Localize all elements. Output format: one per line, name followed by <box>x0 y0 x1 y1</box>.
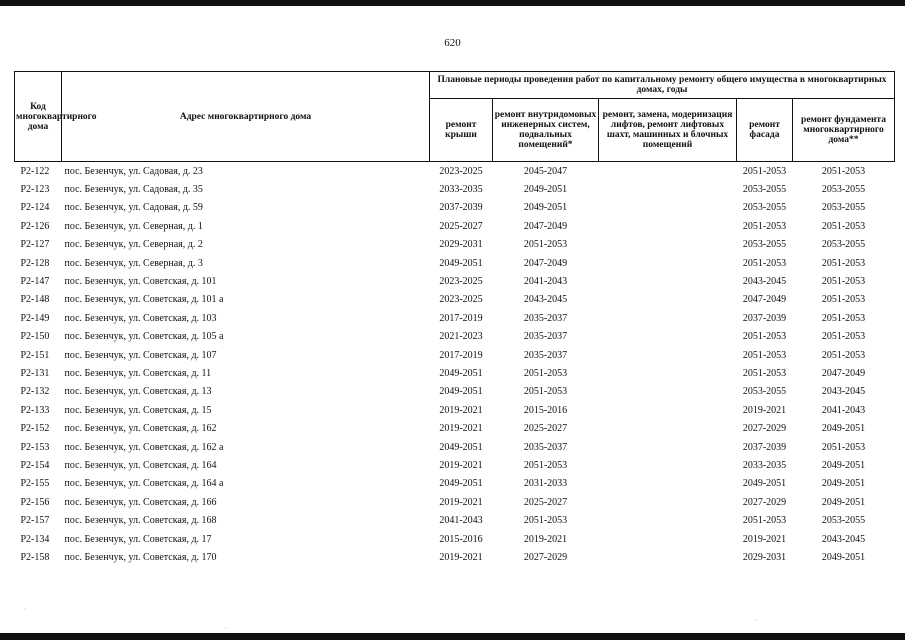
row-lifts <box>599 401 737 419</box>
row-address: пос. Безенчук, ул. Советская, д. 11 <box>64 367 212 379</box>
row-foundation: 2049-2051 <box>821 459 866 471</box>
row-facade: 2051-2053 <box>742 257 787 269</box>
row-address: пос. Безенчук, ул. Советская, д. 17 <box>64 533 212 545</box>
row-code: P2-127 <box>20 239 50 251</box>
row-facade: 2043-2045 <box>742 276 787 288</box>
row-facade: 2027-2029 <box>742 496 787 508</box>
row-systems: 2051-2053 <box>523 459 568 471</box>
scan-speck: · <box>225 626 227 632</box>
row-roof: 2017-2019 <box>439 312 483 324</box>
row-roof: 2019-2021 <box>439 551 483 563</box>
row-foundation: 2051-2053 <box>821 312 866 324</box>
row-foundation: 2051-2053 <box>821 441 866 453</box>
row-foundation: 2053-2055 <box>821 515 866 527</box>
row-code: P2-156 <box>20 496 50 508</box>
row-facade: 2051-2053 <box>742 165 787 177</box>
row-systems: 2019-2021 <box>523 533 568 545</box>
header-foundation: ремонт фундамента многоквартирного дома** <box>793 99 895 162</box>
row-foundation: 2051-2053 <box>821 349 866 361</box>
row-roof: 2049-2051 <box>439 257 483 269</box>
row-foundation: 2051-2053 <box>821 331 866 343</box>
row-lifts <box>599 217 737 235</box>
row-facade: 2027-2029 <box>742 423 787 435</box>
row-facade: 2037-2039 <box>742 312 787 324</box>
table-row <box>15 236 895 254</box>
row-roof: 2015-2016 <box>439 533 483 545</box>
row-systems: 2035-2037 <box>523 349 568 361</box>
row-lifts <box>599 493 737 511</box>
row-facade: 2019-2021 <box>742 533 787 545</box>
row-address: пос. Безенчук, ул. Советская, д. 162 а <box>64 441 224 453</box>
row-code: P2-148 <box>20 294 50 306</box>
row-systems: 2049-2051 <box>523 184 568 196</box>
row-facade: 2051-2053 <box>742 367 787 379</box>
row-roof: 2019-2021 <box>439 404 483 416</box>
row-roof: 2017-2019 <box>439 349 483 361</box>
row-systems: 2035-2037 <box>523 441 568 453</box>
row-foundation: 2041-2043 <box>821 404 866 416</box>
table-row <box>15 548 895 566</box>
table-row <box>15 309 895 327</box>
row-lifts <box>599 530 737 548</box>
row-lifts <box>599 383 737 401</box>
top-scan-border <box>0 0 905 6</box>
row-foundation: 2047-2049 <box>821 367 866 379</box>
row-address: пос. Безенчук, ул. Советская, д. 168 <box>64 515 217 527</box>
table-row <box>15 475 895 493</box>
row-facade: 2051-2053 <box>742 349 787 361</box>
row-foundation: 2053-2055 <box>821 239 866 251</box>
table-row <box>15 530 895 548</box>
table-row <box>15 328 895 346</box>
table-row <box>15 438 895 456</box>
row-systems: 2047-2049 <box>523 257 568 269</box>
row-code: P2-153 <box>20 441 50 453</box>
row-systems: 2051-2053 <box>523 367 568 379</box>
header-systems: ремонт внутридомовых инженерных систем, подвальных помещений* <box>493 99 599 162</box>
table-row <box>15 346 895 364</box>
row-roof: 2019-2021 <box>439 459 483 471</box>
row-systems: 2041-2043 <box>523 276 568 288</box>
row-address: пос. Безенчук, ул. Садовая, д. 23 <box>64 165 203 177</box>
row-facade: 2033-2035 <box>742 459 787 471</box>
row-lifts <box>599 346 737 364</box>
table-row <box>15 217 895 235</box>
table-row <box>15 254 895 272</box>
row-code: P2-158 <box>20 551 50 563</box>
row-code: P2-133 <box>20 404 50 416</box>
row-code: P2-128 <box>20 257 50 269</box>
row-facade: 2053-2055 <box>742 202 787 214</box>
row-systems: 2035-2037 <box>523 312 568 324</box>
row-code: P2-157 <box>20 515 50 527</box>
row-foundation: 2043-2045 <box>821 533 866 545</box>
row-systems: 2025-2027 <box>523 423 568 435</box>
row-roof: 2037-2039 <box>439 202 483 214</box>
row-code: P2-149 <box>20 312 50 324</box>
row-roof: 2033-2035 <box>439 184 483 196</box>
row-roof: 2023-2025 <box>439 165 483 177</box>
header-facade: ремонт фасада <box>737 99 793 162</box>
row-address: пос. Безенчук, ул. Северная, д. 3 <box>64 257 203 269</box>
row-systems: 2047-2049 <box>523 220 568 232</box>
row-foundation: 2051-2053 <box>821 276 866 288</box>
row-code: P2-155 <box>20 478 50 490</box>
table-row <box>15 162 895 181</box>
row-lifts <box>599 180 737 198</box>
table-row <box>15 383 895 401</box>
header-address: Адрес многоквартирного дома <box>62 72 430 162</box>
header-lifts: ремонт, замена, модернизация лифтов, ремонт лифтовых шахт, машинных и блочных помещений <box>599 99 737 162</box>
row-roof: 2041-2043 <box>439 515 483 527</box>
header-work-periods: Плановые периоды проведения работ по капитальному ремонту общего имущества в многоквартирных домах, годы <box>430 72 895 99</box>
row-systems: 2051-2053 <box>523 386 568 398</box>
row-facade: 2047-2049 <box>742 294 787 306</box>
row-roof: 2049-2051 <box>439 386 483 398</box>
row-address: пос. Безенчук, ул. Северная, д. 1 <box>64 220 203 232</box>
row-foundation: 2051-2053 <box>821 220 866 232</box>
row-facade: 2037-2039 <box>742 441 787 453</box>
row-code: P2-131 <box>20 367 50 379</box>
row-foundation: 2049-2051 <box>821 496 866 508</box>
row-facade: 2051-2053 <box>742 331 787 343</box>
row-foundation: 2049-2051 <box>821 423 866 435</box>
row-systems: 2031-2033 <box>523 478 568 490</box>
row-facade: 2049-2051 <box>742 478 787 490</box>
row-foundation: 2049-2051 <box>821 478 866 490</box>
row-systems: 2015-2016 <box>523 404 568 416</box>
row-roof: 2021-2023 <box>439 331 483 343</box>
row-address: пос. Безенчук, ул. Советская, д. 170 <box>64 551 217 563</box>
row-lifts <box>599 291 737 309</box>
table-row <box>15 199 895 217</box>
row-code: P2-150 <box>20 331 50 343</box>
row-code: P2-134 <box>20 533 50 545</box>
row-lifts <box>599 309 737 327</box>
table-row <box>15 511 895 529</box>
row-address: пос. Безенчук, ул. Садовая, д. 59 <box>64 202 203 214</box>
row-lifts <box>599 328 737 346</box>
row-foundation: 2051-2053 <box>821 257 866 269</box>
row-systems: 2051-2053 <box>523 515 568 527</box>
row-facade: 2053-2055 <box>742 386 787 398</box>
row-systems: 2035-2037 <box>523 331 568 343</box>
row-roof: 2049-2051 <box>439 367 483 379</box>
row-address: пос. Безенчук, ул. Советская, д. 166 <box>64 496 217 508</box>
header-code: Код многоквартирного дома <box>15 72 62 162</box>
row-code: P2-152 <box>20 423 50 435</box>
row-facade: 2029-2031 <box>742 551 787 563</box>
table-row <box>15 401 895 419</box>
row-address: пос. Безенчук, ул. Северная, д. 2 <box>64 239 203 251</box>
row-code: P2-132 <box>20 386 50 398</box>
row-facade: 2053-2055 <box>742 184 787 196</box>
row-lifts <box>599 438 737 456</box>
table-row <box>15 456 895 474</box>
row-lifts <box>599 199 737 217</box>
page-number: 620 <box>444 37 461 49</box>
row-lifts <box>599 475 737 493</box>
row-roof: 2025-2027 <box>439 220 483 232</box>
row-lifts <box>599 419 737 437</box>
row-systems: 2045-2047 <box>523 165 568 177</box>
row-address: пос. Безенчук, ул. Советская, д. 162 <box>64 423 217 435</box>
row-roof: 2019-2021 <box>439 423 483 435</box>
row-foundation: 2053-2055 <box>821 184 866 196</box>
capital-repair-table <box>14 71 895 567</box>
row-lifts <box>599 364 737 382</box>
scan-speck: · <box>24 607 26 613</box>
row-foundation: 2053-2055 <box>821 202 866 214</box>
row-foundation: 2051-2053 <box>821 294 866 306</box>
table-row <box>15 291 895 309</box>
row-systems: 2049-2051 <box>523 202 568 214</box>
row-address: пос. Безенчук, ул. Советская, д. 101 <box>64 276 217 288</box>
row-address: пос. Безенчук, ул. Советская, д. 13 <box>64 386 212 398</box>
table-row <box>15 493 895 511</box>
table-row <box>15 364 895 382</box>
row-roof: 2023-2025 <box>439 294 483 306</box>
row-address: пос. Безенчук, ул. Советская, д. 164 а <box>64 478 224 490</box>
row-roof: 2023-2025 <box>439 276 483 288</box>
row-code: P2-151 <box>20 349 50 361</box>
row-foundation: 2049-2051 <box>821 551 866 563</box>
row-code: P2-122 <box>20 165 50 177</box>
row-code: P2-154 <box>20 459 50 471</box>
row-roof: 2049-2051 <box>439 478 483 490</box>
row-systems: 2051-2053 <box>523 239 568 251</box>
row-foundation: 2051-2053 <box>821 165 866 177</box>
row-address: пос. Безенчук, ул. Советская, д. 15 <box>64 404 212 416</box>
row-lifts <box>599 511 737 529</box>
table-row <box>15 419 895 437</box>
row-code: P2-124 <box>20 202 50 214</box>
row-address: пос. Безенчук, ул. Советская, д. 101 а <box>64 294 224 306</box>
row-roof: 2019-2021 <box>439 496 483 508</box>
row-address: пос. Безенчук, ул. Советская, д. 107 <box>64 349 217 361</box>
table-row <box>15 180 895 198</box>
row-facade: 2053-2055 <box>742 239 787 251</box>
row-systems: 2043-2045 <box>523 294 568 306</box>
row-lifts <box>599 548 737 566</box>
table-body <box>15 162 895 567</box>
row-foundation: 2043-2045 <box>821 386 866 398</box>
row-code: P2-126 <box>20 220 50 232</box>
table-row <box>15 272 895 290</box>
bottom-scan-border <box>0 633 905 640</box>
row-lifts <box>599 162 737 181</box>
row-systems: 2025-2027 <box>523 496 568 508</box>
row-facade: 2051-2053 <box>742 220 787 232</box>
row-roof: 2049-2051 <box>439 441 483 453</box>
scan-speck: · <box>755 618 757 624</box>
row-lifts <box>599 272 737 290</box>
row-lifts <box>599 456 737 474</box>
row-address: пос. Безенчук, ул. Садовая, д. 35 <box>64 184 203 196</box>
row-lifts <box>599 236 737 254</box>
row-code: P2-123 <box>20 184 50 196</box>
row-roof: 2029-2031 <box>439 239 483 251</box>
row-address: пос. Безенчук, ул. Советская, д. 105 а <box>64 331 224 343</box>
header-roof: ремонт крыши <box>430 99 493 162</box>
row-systems: 2027-2029 <box>523 551 568 563</box>
row-lifts <box>599 254 737 272</box>
row-facade: 2051-2053 <box>742 515 787 527</box>
row-facade: 2019-2021 <box>742 404 787 416</box>
row-address: пос. Безенчук, ул. Советская, д. 103 <box>64 312 217 324</box>
row-code: P2-147 <box>20 276 50 288</box>
row-address: пос. Безенчук, ул. Советская, д. 164 <box>64 459 217 471</box>
